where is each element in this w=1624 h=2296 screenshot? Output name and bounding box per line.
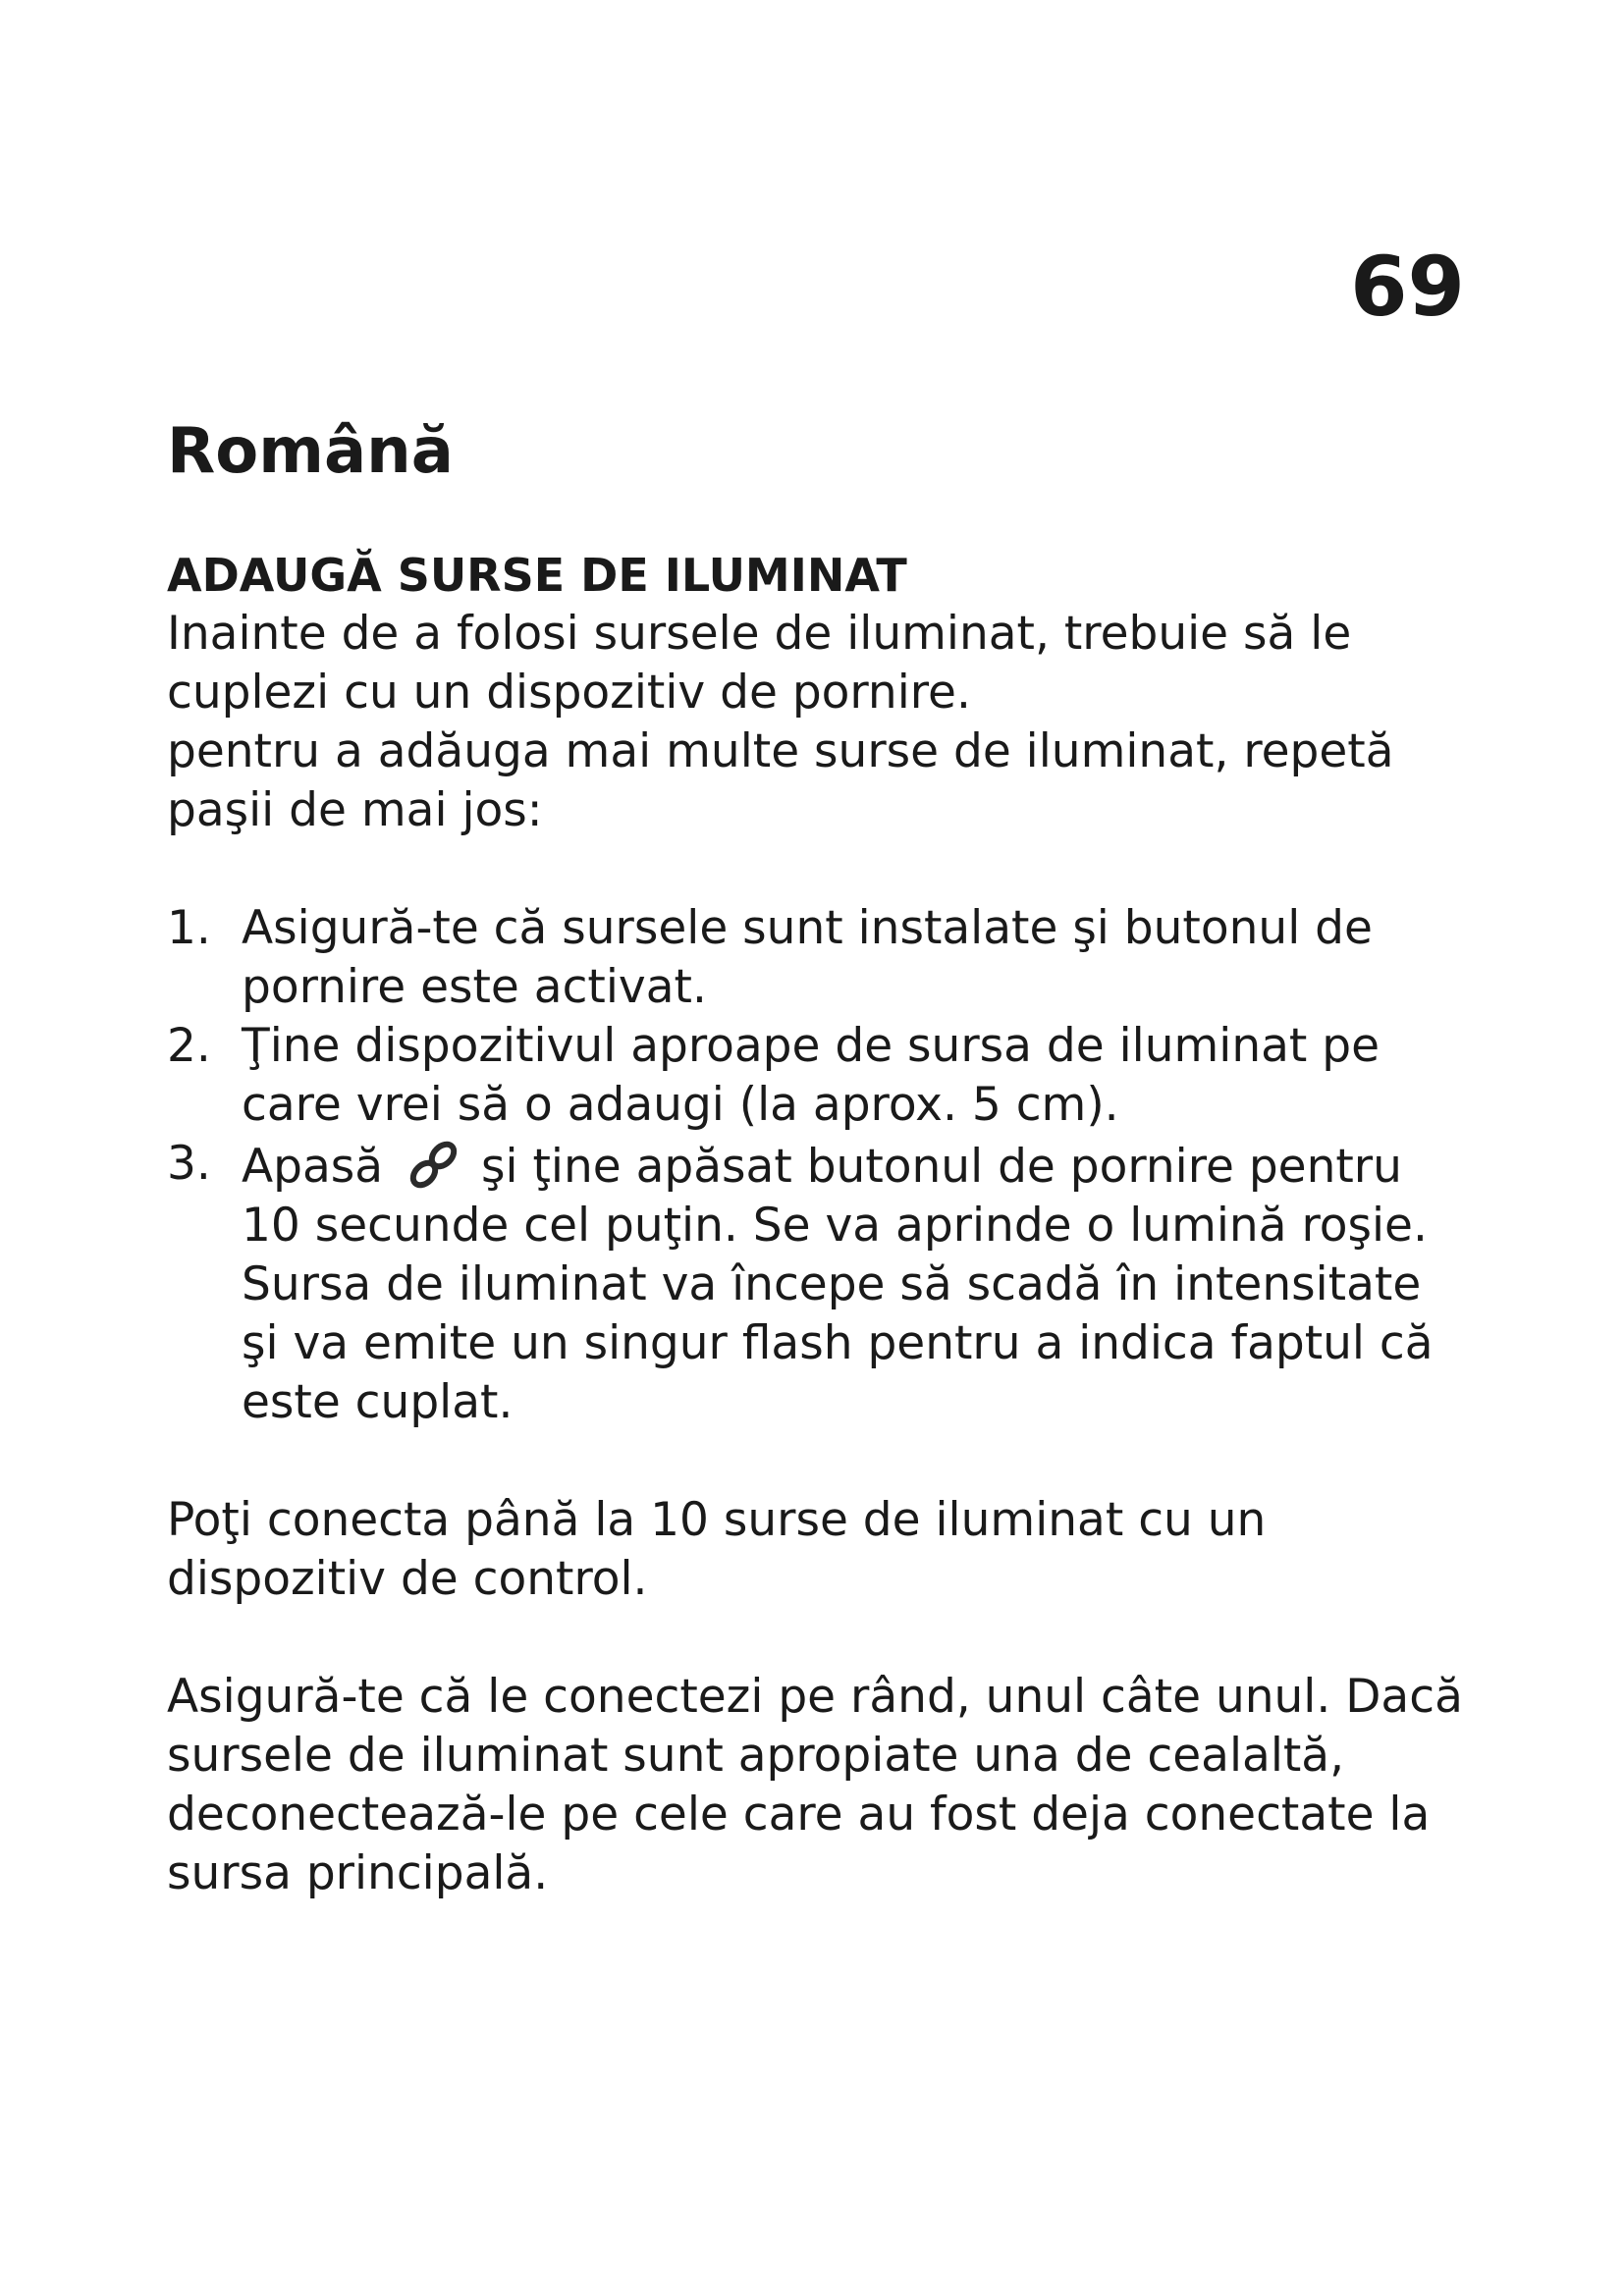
step-line: Ţine dispozitivul aproape de sursa de iluminat pe — [242, 1019, 1380, 1073]
note-paragraph-1 — [167, 1491, 1483, 1609]
step-line: pornire este activat. — [242, 960, 707, 1014]
intro-line: pentru a adăuga mai multe surse de iluminat, repetă — [167, 724, 1394, 778]
section-heading: ADAUGĂ SURSE DE ILUMINAT — [167, 549, 907, 602]
step-line: Asigură-te că sursele sunt instalate şi butonul de — [242, 901, 1373, 955]
step-text-before-icon: Apasă — [242, 1140, 384, 1194]
step-number: 1. — [167, 901, 211, 955]
steps-list — [167, 899, 1483, 1432]
note-line: Asigură-te că le conectezi pe rând, unul câte unul. Dacă — [167, 1670, 1463, 1724]
step-line: care vrei să o adaugi (la aprox. 5 cm). — [242, 1078, 1119, 1132]
intro-line: Inainte de a folosi sursele de iluminat, trebuie să le — [167, 607, 1352, 661]
main-content — [167, 546, 1483, 1903]
note-line: dispozitiv de control. — [167, 1552, 648, 1606]
step-3 — [167, 1135, 1483, 1432]
step-line: 10 secunde cel puţin. Se va aprinde o lumină roşie. — [242, 1199, 1428, 1253]
link-icon — [404, 1135, 464, 1194]
step-2 — [167, 1017, 1483, 1135]
step-line: Sursa de iluminat va începe să scadă în intensitate — [242, 1257, 1422, 1311]
intro-line: cuplezi cu un dispozitiv de pornire. — [167, 666, 971, 720]
note-paragraph-2 — [167, 1668, 1483, 1903]
page-number: 69 — [1350, 239, 1465, 335]
step-1 — [167, 899, 1483, 1017]
step-line-with-icon — [242, 1135, 1483, 1197]
intro-line: paşii de mai jos: — [167, 783, 543, 837]
note-line: Poţi conecta până la 10 surse de iluminat cu un — [167, 1493, 1267, 1547]
intro-paragraph — [167, 605, 1483, 840]
step-number: 3. — [167, 1137, 211, 1191]
step-text-after-icon: şi ţine apăsat butonul de pornire pentru — [480, 1140, 1402, 1194]
note-line: sursa principală. — [167, 1846, 549, 1900]
step-line: este cuplat. — [242, 1375, 514, 1429]
step-line: şi va emite un singur flash pentru a indica faptul că — [242, 1316, 1434, 1370]
step-number: 2. — [167, 1019, 211, 1073]
note-line: sursele de iluminat sunt apropiate una de cealaltă, — [167, 1729, 1345, 1783]
language-title: Română — [167, 415, 454, 488]
note-line: deconectează-le pe cele care au fost deja conectate la — [167, 1788, 1431, 1842]
